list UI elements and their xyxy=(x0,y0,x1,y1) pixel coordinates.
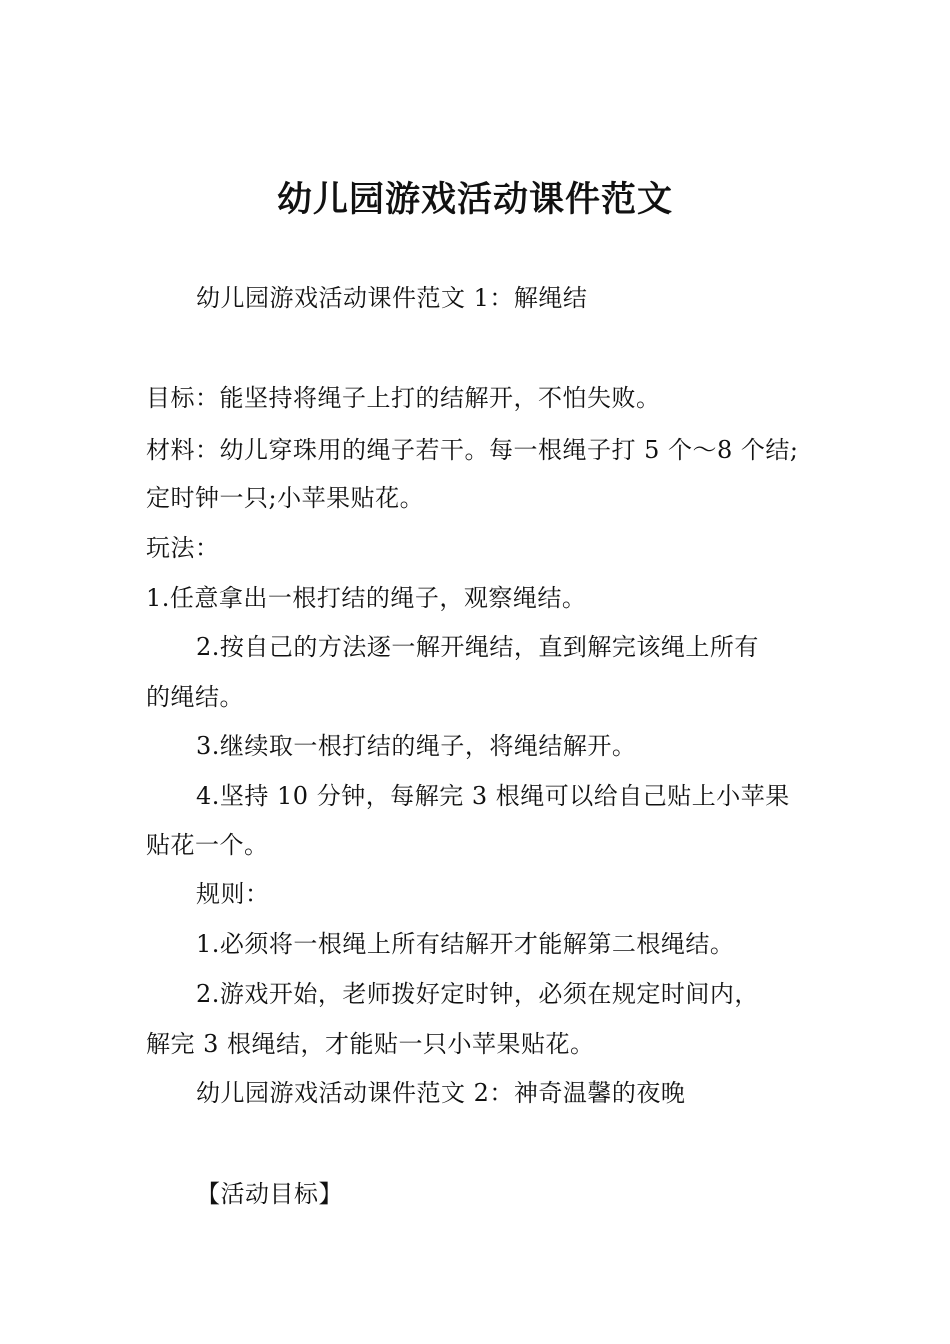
paragraph-line: 2.按自己的方法逐一解开绳结，直到解完该绳上所有 xyxy=(196,633,759,661)
paragraph-line: 1.必须将一根绳上所有结解开才能解第二根绳结。 xyxy=(196,930,735,958)
paragraph-line: 贴花一个。 xyxy=(146,831,269,859)
paragraph-line: 1.任意拿出一根打结的绳子，观察绳结。 xyxy=(146,584,587,612)
paragraph-line: 3.继续取一根打结的绳子，将绳结解开。 xyxy=(196,732,637,760)
paragraph-line: 目标：能坚持将绳子上打的结解开，不怕失败。 xyxy=(146,384,661,412)
section-heading-2: 幼儿园游戏活动课件范文 2：神奇温馨的夜晚 xyxy=(196,1079,686,1107)
activity-goal-heading: 【活动目标】 xyxy=(196,1180,343,1208)
paragraph-line: 规则： xyxy=(196,880,270,908)
paragraph-line: 玩法： xyxy=(146,534,220,562)
paragraph-line: 定时钟一只;小苹果贴花。 xyxy=(146,484,425,512)
section-heading-1: 幼儿园游戏活动课件范文 1：解绳结 xyxy=(196,284,588,312)
paragraph-line: 4.坚持 10 分钟，每解完 3 根绳可以给自己贴上小苹果 xyxy=(196,782,790,810)
paragraph-line: 的绳结。 xyxy=(146,683,244,711)
paragraph-line: 材料：幼儿穿珠用的绳子若干。每一根绳子打 5 个～8 个结; xyxy=(146,436,799,464)
paragraph-line: 解完 3 根绳结，才能贴一只小苹果贴花。 xyxy=(146,1030,595,1058)
document-title: 幼儿园游戏活动课件范文 xyxy=(276,180,673,220)
paragraph-line: 2.游戏开始，老师拨好定时钟，必须在规定时间内， xyxy=(196,980,759,1008)
